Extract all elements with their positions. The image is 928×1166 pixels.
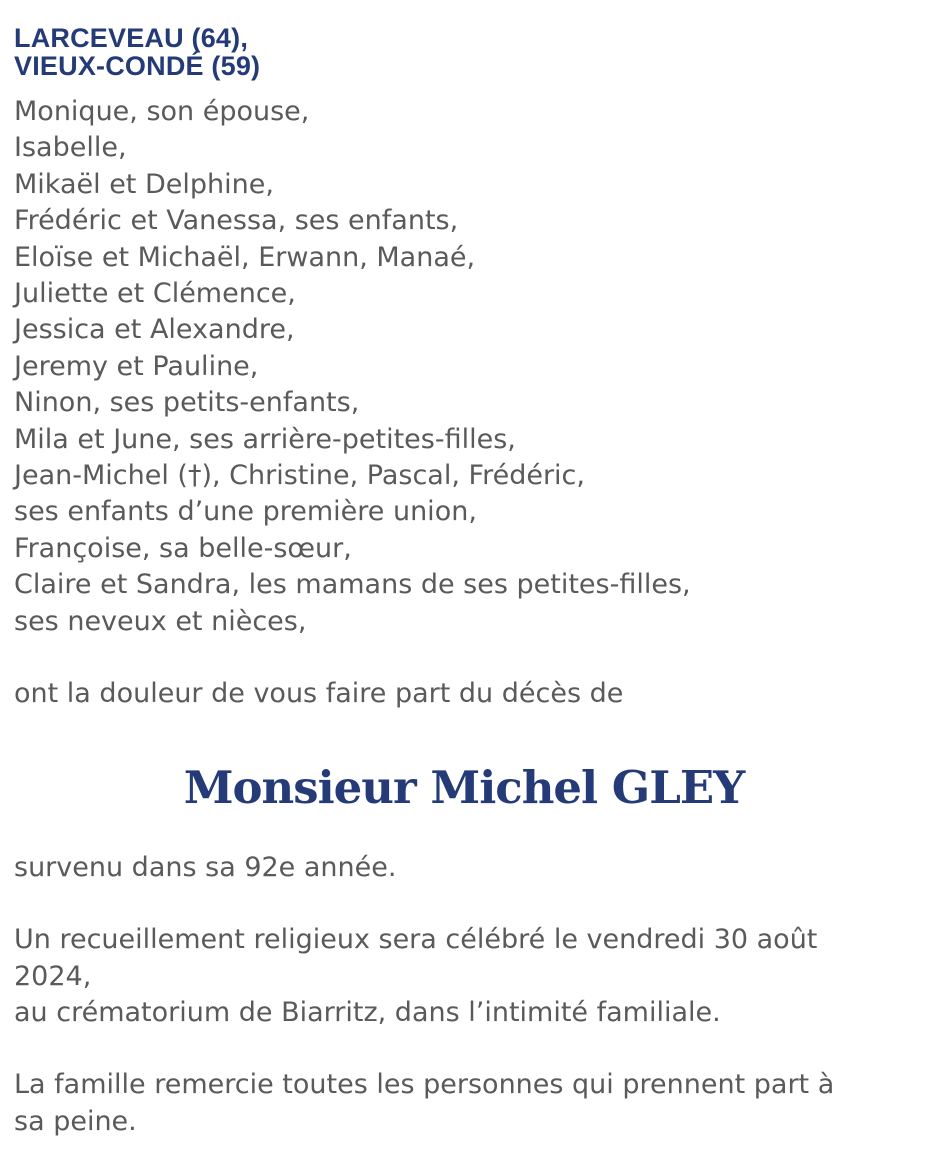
obituary-notice	[14, 24, 914, 1140]
family-line: Jean-Michel (†), Christine, Pascal, Frédéric,	[14, 460, 585, 492]
family-line: Mikaël et Delphine,	[14, 168, 274, 200]
location-line: VIEUX-CONDÉ (59)	[14, 51, 261, 81]
family-line: Juliette et Clémence,	[14, 278, 296, 310]
family-line: Jeremy et Pauline,	[14, 350, 259, 382]
family-line: ses neveux et nièces,	[14, 605, 307, 637]
family-line: Jessica et Alexandre,	[14, 314, 295, 346]
thanks-line: La famille remercie toutes les personnes qui prennent part à	[14, 1069, 835, 1101]
thanks-line: sa peine.	[14, 1105, 137, 1137]
family-line: Eloïse et Michaël, Erwann, Manaé,	[14, 241, 476, 273]
age-text: survenu dans sa 92e année.	[14, 852, 397, 884]
family-line: Françoise, sa belle-sœur,	[14, 532, 352, 564]
thanks-message	[14, 1067, 914, 1140]
ceremony-details	[14, 922, 914, 1031]
location-line: LARCEVEAU (64),	[14, 23, 249, 53]
deceased-name: Monsieur Michel GLEY	[183, 761, 745, 815]
family-line: Claire et Sandra, les mamans de ses petites-filles,	[14, 569, 691, 601]
family-line: Frédéric et Vanessa, ses enfants,	[14, 205, 459, 237]
family-list	[14, 94, 914, 640]
family-line: Monique, son épouse,	[14, 96, 310, 127]
ceremony-line: 2024,	[14, 960, 92, 992]
family-line: ses enfants d’une première union,	[14, 496, 477, 528]
family-line: Ninon, ses petits-enfants,	[14, 387, 360, 419]
announcement-text: ont la douleur de vous faire part du décès de	[14, 678, 624, 710]
ceremony-line: Un recueillement religieux sera célébré le vendredi 30 août	[14, 924, 818, 956]
ceremony-line: au crématorium de Biarritz, dans l’intimité familiale.	[14, 996, 721, 1028]
family-line: Mila et June, ses arrière-petites-filles,	[14, 423, 516, 455]
location-header	[14, 24, 914, 80]
family-line: Isabelle,	[14, 132, 127, 164]
